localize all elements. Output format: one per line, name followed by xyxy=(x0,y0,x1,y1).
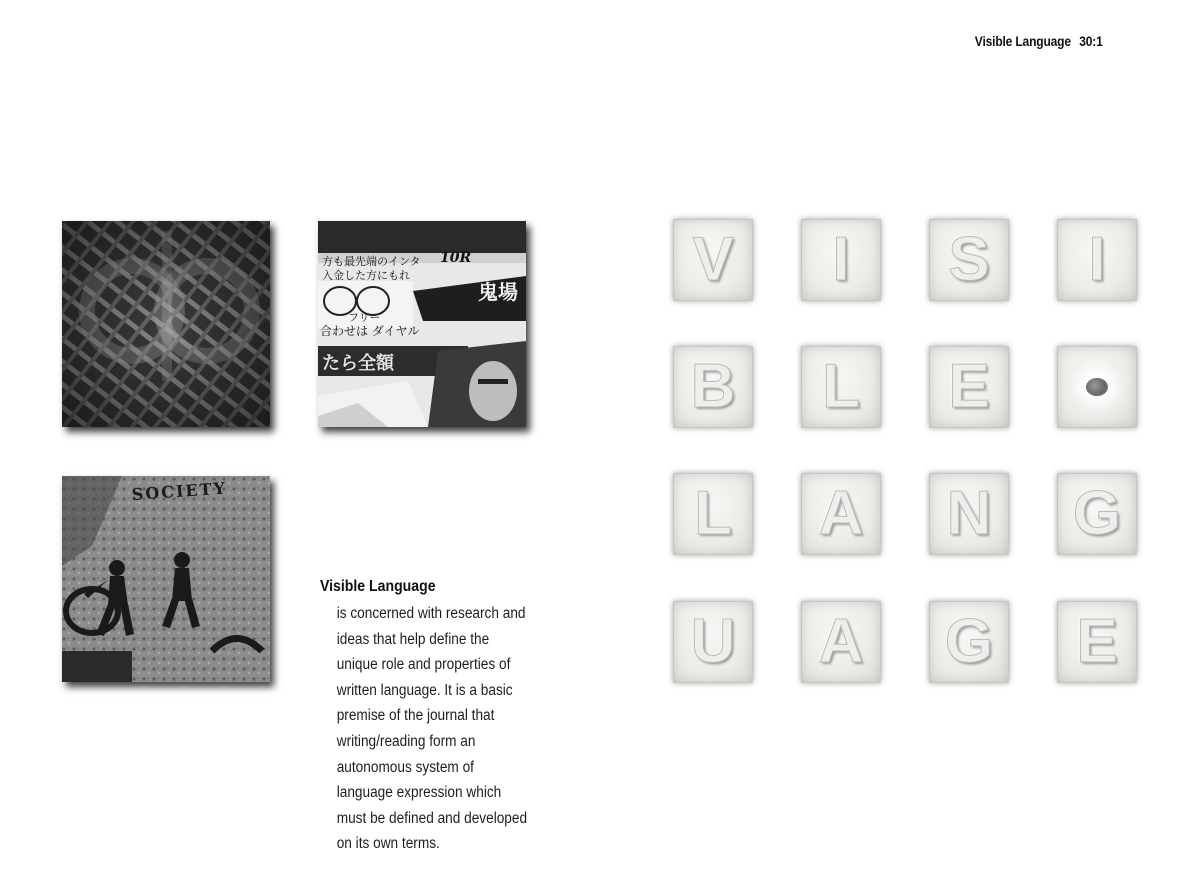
letter-tile xyxy=(1057,601,1137,683)
letter-tile xyxy=(673,219,753,301)
tile-letter: A xyxy=(818,607,864,676)
letter-tile xyxy=(929,601,1009,683)
tile-letter: E xyxy=(1076,607,1118,676)
letter-tile xyxy=(929,346,1009,428)
journal-title: Visible Language xyxy=(975,33,1072,49)
poster-text-1: 方も最先端のインタ xyxy=(322,255,421,268)
poster-text-2: 入金した方にもれ xyxy=(322,269,410,282)
tile-letter: L xyxy=(822,352,860,421)
letter-tile xyxy=(801,473,881,555)
tile-letter: U xyxy=(690,607,736,676)
poster-text-6: 鬼場 xyxy=(478,280,518,304)
tile-letter: B xyxy=(690,352,736,421)
letter-tile xyxy=(1057,473,1137,555)
poster-text-3: フリー xyxy=(348,311,381,324)
letter-tile xyxy=(1057,346,1137,428)
tile-letter: L xyxy=(694,479,732,548)
letter-tile xyxy=(929,473,1009,555)
tile-letter: E xyxy=(948,352,990,421)
letter-tile xyxy=(673,601,753,683)
letter-tile xyxy=(929,219,1009,301)
tile-letter: G xyxy=(1072,479,1122,548)
tile-letter: V xyxy=(692,225,734,294)
letter-tile xyxy=(801,219,881,301)
tile-letter: N xyxy=(946,479,992,548)
letter-tile xyxy=(673,473,753,555)
blurb-body: is concerned with research and ideas that help define the unique role and properties of written language. It is a basic premise of the journal that writing/reading form an autonomous system of language expression which must be defined and developed on its own terms. xyxy=(336,605,528,853)
letter-tile xyxy=(801,601,881,683)
letter-tile xyxy=(801,346,881,428)
letter-tile xyxy=(1057,219,1137,301)
letter-tile xyxy=(673,346,753,428)
tile-letter: A xyxy=(818,479,864,548)
tile-letter: I xyxy=(832,225,850,294)
poster-code: 10R xyxy=(440,250,472,266)
blurb-title: Visible Language xyxy=(320,578,436,595)
tile-blank-mark xyxy=(1086,378,1108,396)
tile-letter: S xyxy=(948,225,990,294)
poster-text-5: たら全額 xyxy=(322,353,394,374)
tile-letter: I xyxy=(1088,225,1106,294)
graffiti-stencil-text: SOCIETY xyxy=(131,478,228,505)
tile-letter: G xyxy=(944,607,994,676)
poster-text-4: 合わせは ダイヤル xyxy=(320,324,420,338)
volume-issue: 30:1 xyxy=(1079,33,1103,49)
